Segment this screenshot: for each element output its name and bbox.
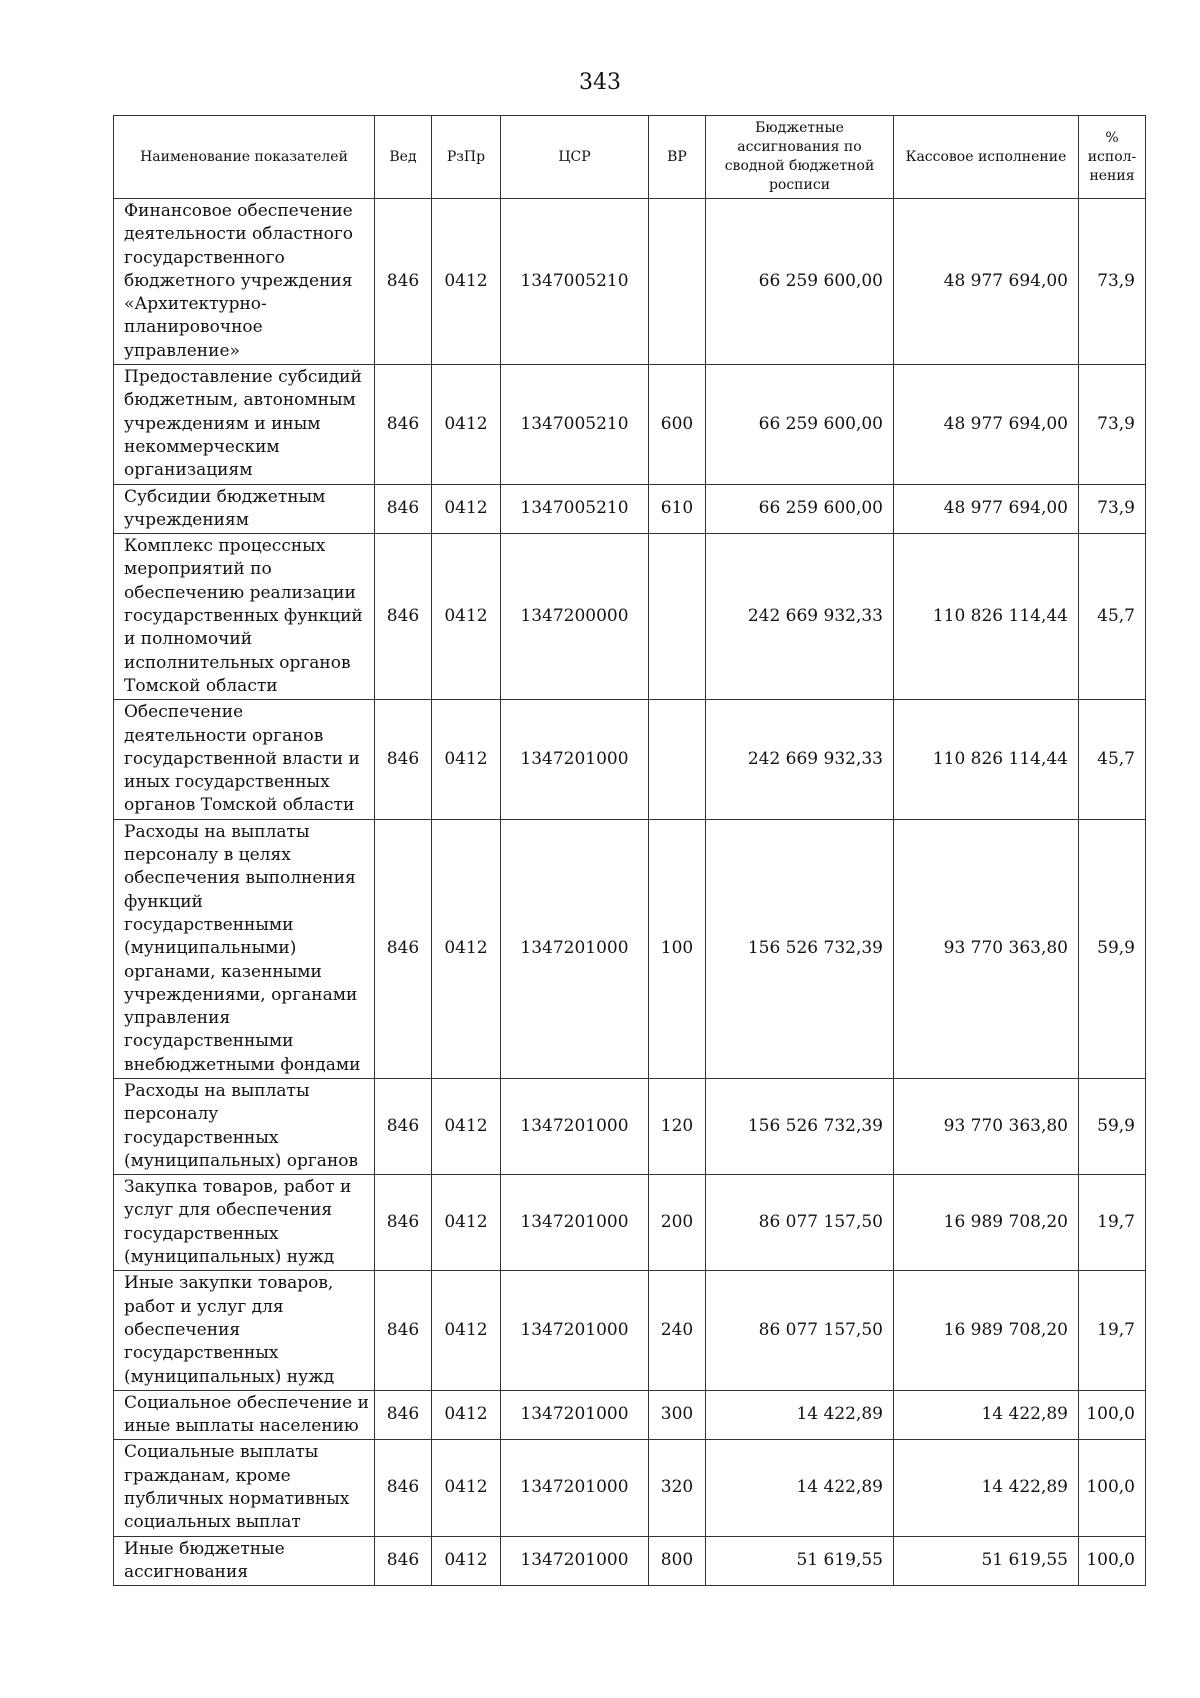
row-rzpr: 0412 <box>432 1390 501 1440</box>
budget-table <box>113 115 1146 1586</box>
row-vr: 600 <box>649 365 706 484</box>
row-csr: 1347201000 <box>501 700 649 819</box>
row-assignments: 14 422,89 <box>706 1440 894 1536</box>
row-assignments: 66 259 600,00 <box>706 484 894 534</box>
row-ved: 846 <box>375 1078 432 1174</box>
header-row <box>114 116 1146 199</box>
row-ved: 846 <box>375 1440 432 1536</box>
header-cash-execution: Кассовое исполнение <box>894 116 1079 199</box>
row-ved: 846 <box>375 1175 432 1271</box>
table-row <box>114 1440 1146 1536</box>
row-percent: 73,9 <box>1079 365 1146 484</box>
table-row <box>114 1078 1146 1174</box>
table-row <box>114 534 1146 700</box>
row-vr: 240 <box>649 1271 706 1390</box>
header-assignments: Бюджетные ассигнования по сводной бюджетной росписи <box>706 116 894 199</box>
row-assignments: 51 619,55 <box>706 1536 894 1586</box>
page-number: 343 <box>579 70 621 95</box>
row-vr: 320 <box>649 1440 706 1536</box>
row-rzpr: 0412 <box>432 1078 501 1174</box>
row-csr: 1347201000 <box>501 1078 649 1174</box>
row-name: Социальное обеспечение и иные выплаты населению <box>114 1390 375 1440</box>
row-csr: 1347005210 <box>501 365 649 484</box>
row-csr: 1347201000 <box>501 1271 649 1390</box>
row-csr: 1347201000 <box>501 1175 649 1271</box>
row-percent: 73,9 <box>1079 484 1146 534</box>
row-ved: 846 <box>375 484 432 534</box>
row-rzpr: 0412 <box>432 484 501 534</box>
row-cash-execution: 48 977 694,00 <box>894 484 1079 534</box>
row-name: Субсидии бюджетным учреждениям <box>114 484 375 534</box>
row-ved: 846 <box>375 1271 432 1390</box>
table-row <box>114 1175 1146 1271</box>
row-vr: 800 <box>649 1536 706 1586</box>
row-csr: 1347201000 <box>501 1536 649 1586</box>
row-percent: 45,7 <box>1079 700 1146 819</box>
row-assignments: 156 526 732,39 <box>706 819 894 1078</box>
table-row <box>114 199 1146 365</box>
header-ved: Вед <box>375 116 432 199</box>
row-ved: 846 <box>375 1536 432 1586</box>
row-cash-execution: 110 826 114,44 <box>894 534 1079 700</box>
row-vr: 120 <box>649 1078 706 1174</box>
row-percent: 19,7 <box>1079 1175 1146 1271</box>
row-rzpr: 0412 <box>432 1440 501 1536</box>
header-rzpr: РзПр <box>432 116 501 199</box>
row-percent: 45,7 <box>1079 534 1146 700</box>
row-assignments: 66 259 600,00 <box>706 199 894 365</box>
row-csr: 1347201000 <box>501 1390 649 1440</box>
header-percent: % испол-нения <box>1079 116 1146 199</box>
row-assignments: 14 422,89 <box>706 1390 894 1440</box>
row-cash-execution: 110 826 114,44 <box>894 700 1079 819</box>
row-cash-execution: 14 422,89 <box>894 1440 1079 1536</box>
row-rzpr: 0412 <box>432 365 501 484</box>
table-row <box>114 1536 1146 1586</box>
row-assignments: 156 526 732,39 <box>706 1078 894 1174</box>
row-percent: 100,0 <box>1079 1536 1146 1586</box>
row-csr: 1347005210 <box>501 484 649 534</box>
header-vr: ВР <box>649 116 706 199</box>
row-rzpr: 0412 <box>432 534 501 700</box>
table-body <box>114 199 1146 1586</box>
row-vr <box>649 700 706 819</box>
row-cash-execution: 14 422,89 <box>894 1390 1079 1440</box>
header-csr: ЦСР <box>501 116 649 199</box>
row-ved: 846 <box>375 700 432 819</box>
row-ved: 846 <box>375 1390 432 1440</box>
row-name: Предоставление субсидий бюджетным, автономным учреждениям и иным некоммерческим организациям <box>114 365 375 484</box>
row-percent: 100,0 <box>1079 1390 1146 1440</box>
row-vr: 610 <box>649 484 706 534</box>
table-row <box>114 1271 1146 1390</box>
row-name: Закупка товаров, работ и услуг для обеспечения государственных (муниципальных) нужд <box>114 1175 375 1271</box>
row-name: Иные бюджетные ассигнования <box>114 1536 375 1586</box>
row-cash-execution: 93 770 363,80 <box>894 819 1079 1078</box>
row-assignments: 242 669 932,33 <box>706 534 894 700</box>
row-vr <box>649 534 706 700</box>
row-vr: 200 <box>649 1175 706 1271</box>
row-cash-execution: 48 977 694,00 <box>894 199 1079 365</box>
row-assignments: 86 077 157,50 <box>706 1175 894 1271</box>
row-name: Иные закупки товаров, работ и услуг для обеспечения государственных (муниципальных) нужд <box>114 1271 375 1390</box>
row-vr: 300 <box>649 1390 706 1440</box>
header-name: Наименование показателей <box>114 116 375 199</box>
row-cash-execution: 48 977 694,00 <box>894 365 1079 484</box>
row-percent: 59,9 <box>1079 1078 1146 1174</box>
row-name: Комплекс процессных мероприятий по обеспечению реализации государственных функций и полномочий исполнительных органов Томской области <box>114 534 375 700</box>
row-percent: 100,0 <box>1079 1440 1146 1536</box>
row-name: Расходы на выплаты персоналу государственных (муниципальных) органов <box>114 1078 375 1174</box>
row-ved: 846 <box>375 534 432 700</box>
row-name: Социальные выплаты гражданам, кроме публичных нормативных социальных выплат <box>114 1440 375 1536</box>
row-cash-execution: 51 619,55 <box>894 1536 1079 1586</box>
table-row <box>114 484 1146 534</box>
row-rzpr: 0412 <box>432 1175 501 1271</box>
row-cash-execution: 93 770 363,80 <box>894 1078 1079 1174</box>
row-vr <box>649 199 706 365</box>
row-name: Финансовое обеспечение деятельности областного государственного бюджетного учреждения «Архитектурно-планировочное управление» <box>114 199 375 365</box>
row-rzpr: 0412 <box>432 1536 501 1586</box>
row-csr: 1347200000 <box>501 534 649 700</box>
row-percent: 59,9 <box>1079 819 1146 1078</box>
row-vr: 100 <box>649 819 706 1078</box>
row-name: Обеспечение деятельности органов государственной власти и иных государственных органов Томской области <box>114 700 375 819</box>
row-assignments: 242 669 932,33 <box>706 700 894 819</box>
table-row <box>114 819 1146 1078</box>
row-assignments: 86 077 157,50 <box>706 1271 894 1390</box>
row-ved: 846 <box>375 199 432 365</box>
row-ved: 846 <box>375 819 432 1078</box>
row-cash-execution: 16 989 708,20 <box>894 1175 1079 1271</box>
row-rzpr: 0412 <box>432 700 501 819</box>
row-percent: 19,7 <box>1079 1271 1146 1390</box>
row-ved: 846 <box>375 365 432 484</box>
row-csr: 1347005210 <box>501 199 649 365</box>
row-assignments: 66 259 600,00 <box>706 365 894 484</box>
table-row <box>114 365 1146 484</box>
row-csr: 1347201000 <box>501 819 649 1078</box>
row-name: Расходы на выплаты персоналу в целях обеспечения выполнения функций государственными (муниципальными) органами, казенными учреждениями, органами управления государственными внебюджетными фондами <box>114 819 375 1078</box>
row-rzpr: 0412 <box>432 1271 501 1390</box>
table-row <box>114 1390 1146 1440</box>
table-row <box>114 700 1146 819</box>
row-rzpr: 0412 <box>432 199 501 365</box>
row-percent: 73,9 <box>1079 199 1146 365</box>
row-cash-execution: 16 989 708,20 <box>894 1271 1079 1390</box>
row-rzpr: 0412 <box>432 819 501 1078</box>
row-csr: 1347201000 <box>501 1440 649 1536</box>
